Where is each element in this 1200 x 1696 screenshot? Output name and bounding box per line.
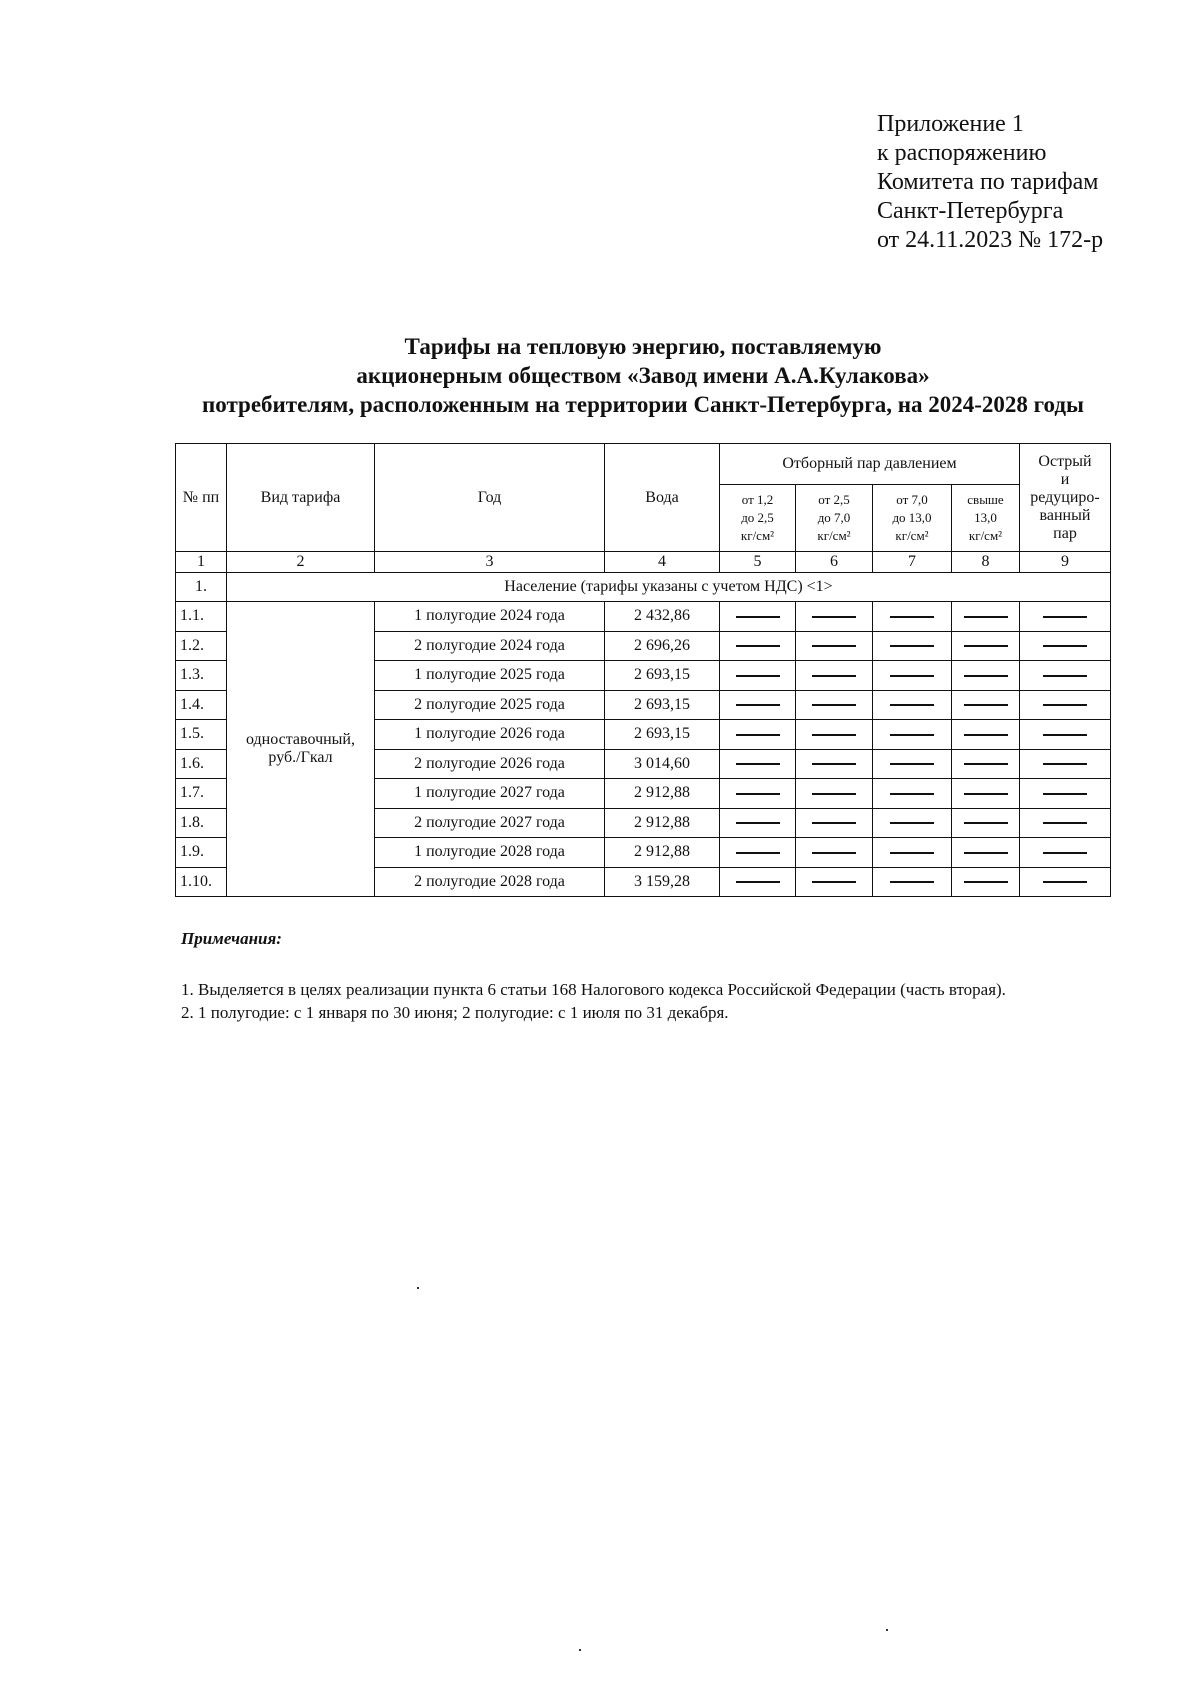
empty-tariff-cell — [1020, 779, 1111, 809]
empty-tariff-cell — [873, 690, 952, 720]
dash-mark — [736, 822, 780, 824]
column-index: 2 — [227, 552, 375, 573]
column-index: 7 — [873, 552, 952, 573]
steam-col-line: кг/см² — [817, 528, 851, 543]
empty-tariff-cell — [952, 749, 1020, 779]
table-row — [176, 602, 1111, 632]
empty-tariff-cell — [1020, 808, 1111, 838]
header-sharp-line: Острый — [1038, 452, 1092, 470]
appendix-line: Санкт-Петербурга — [877, 198, 1064, 224]
dash-mark — [736, 852, 780, 854]
dash-mark — [964, 704, 1008, 706]
table-body — [176, 602, 1111, 897]
empty-tariff-cell — [720, 631, 796, 661]
row-water-tariff: 2 693,15 — [605, 690, 720, 720]
steam-col-line: кг/см² — [968, 528, 1003, 543]
dash-mark — [812, 645, 856, 647]
document-title — [160, 332, 1126, 419]
empty-tariff-cell — [952, 661, 1020, 691]
empty-tariff-cell — [796, 661, 873, 691]
row-year: 1 полугодие 2027 года — [375, 779, 605, 809]
row-num: 1.7. — [176, 779, 227, 809]
appendix-block — [877, 110, 1103, 255]
empty-tariff-cell — [720, 602, 796, 632]
row-water-tariff: 3 159,28 — [605, 867, 720, 897]
dash-mark — [812, 704, 856, 706]
dash-mark — [1043, 822, 1087, 824]
empty-tariff-cell — [796, 631, 873, 661]
empty-tariff-cell — [952, 838, 1020, 868]
header-sharp-line: и — [1060, 470, 1070, 488]
tariff-type-line: одноставочный, — [246, 731, 355, 748]
dash-mark — [890, 616, 934, 618]
dash-mark — [964, 881, 1008, 883]
dash-mark — [890, 734, 934, 736]
row-year: 2 полугодие 2024 года — [375, 631, 605, 661]
dash-mark — [964, 734, 1008, 736]
row-water-tariff: 2 912,88 — [605, 779, 720, 809]
dash-mark — [890, 822, 934, 824]
header-num: № пп — [176, 444, 227, 552]
empty-tariff-cell — [873, 720, 952, 750]
empty-tariff-cell — [952, 631, 1020, 661]
title-line: Тарифы на тепловую энергию, поставляемую — [404, 334, 882, 359]
empty-tariff-cell — [720, 867, 796, 897]
dash-mark — [1043, 704, 1087, 706]
row-water-tariff: 3 014,60 — [605, 749, 720, 779]
scan-speck — [417, 1287, 419, 1289]
empty-tariff-cell — [796, 779, 873, 809]
dash-mark — [890, 675, 934, 677]
column-index: 8 — [952, 552, 1020, 573]
row-num: 1.5. — [176, 720, 227, 750]
empty-tariff-cell — [720, 720, 796, 750]
row-water-tariff: 2 432,86 — [605, 602, 720, 632]
dash-mark — [1043, 793, 1087, 795]
steam-col-line: до 2,5 — [741, 510, 774, 525]
title-line: акционерным обществом «Завод имени А.А.Кулакова» — [356, 363, 930, 388]
notes-block — [181, 978, 1121, 1024]
steam-col-line: 13,0 — [974, 510, 997, 525]
dash-mark — [1043, 763, 1087, 765]
empty-tariff-cell — [1020, 867, 1111, 897]
row-water-tariff: 2 912,88 — [605, 808, 720, 838]
empty-tariff-cell — [952, 690, 1020, 720]
empty-tariff-cell — [1020, 720, 1111, 750]
column-index: 1 — [176, 552, 227, 573]
scan-speck — [579, 1649, 581, 1651]
appendix-line: Комитета по тарифам — [877, 169, 1099, 195]
dash-mark — [736, 793, 780, 795]
row-water-tariff: 2 696,26 — [605, 631, 720, 661]
dash-mark — [812, 881, 856, 883]
column-index-row — [176, 552, 1111, 573]
empty-tariff-cell — [720, 838, 796, 868]
dash-mark — [736, 616, 780, 618]
dash-mark — [736, 763, 780, 765]
header-water: Вода — [605, 444, 720, 552]
row-year: 1 полугодие 2026 года — [375, 720, 605, 750]
row-year: 1 полугодие 2028 года — [375, 838, 605, 868]
steam-col-line: от 7,0 — [896, 492, 928, 507]
header-steam-above-13 — [952, 485, 1020, 552]
dash-mark — [890, 881, 934, 883]
empty-tariff-cell — [952, 867, 1020, 897]
dash-mark — [812, 616, 856, 618]
empty-tariff-cell — [1020, 838, 1111, 868]
steam-col-line: до 7,0 — [817, 510, 851, 525]
empty-tariff-cell — [873, 779, 952, 809]
row-num: 1.9. — [176, 838, 227, 868]
dash-mark — [964, 793, 1008, 795]
steam-col-line: свыше — [967, 492, 1004, 507]
steam-col-line: до 13,0 — [892, 510, 932, 525]
header-sharp-steam — [1020, 444, 1111, 552]
empty-tariff-cell — [952, 602, 1020, 632]
header-sharp-line: редуциро- — [1030, 488, 1100, 506]
steam-col-line: кг/см² — [895, 528, 929, 543]
column-index: 3 — [375, 552, 605, 573]
header-tariff-type: Вид тарифа — [227, 444, 375, 552]
empty-tariff-cell — [720, 690, 796, 720]
dash-mark — [1043, 852, 1087, 854]
dash-mark — [812, 793, 856, 795]
dash-mark — [812, 822, 856, 824]
group-row — [176, 573, 1111, 602]
row-num: 1.3. — [176, 661, 227, 691]
header-sharp-line: ванный — [1039, 506, 1091, 524]
appendix-line: Приложение 1 — [877, 111, 1024, 137]
row-water-tariff: 2 912,88 — [605, 838, 720, 868]
empty-tariff-cell — [952, 808, 1020, 838]
empty-tariff-cell — [873, 661, 952, 691]
row-year: 1 полугодие 2024 года — [375, 602, 605, 632]
header-row — [176, 444, 1111, 485]
row-year: 2 полугодие 2027 года — [375, 808, 605, 838]
empty-tariff-cell — [1020, 661, 1111, 691]
empty-tariff-cell — [720, 808, 796, 838]
row-num: 1.6. — [176, 749, 227, 779]
row-year: 2 полугодие 2025 года — [375, 690, 605, 720]
group-num: 1. — [176, 573, 227, 602]
dash-mark — [1043, 616, 1087, 618]
empty-tariff-cell — [873, 602, 952, 632]
tariff-type-line: руб./Гкал — [268, 749, 333, 766]
empty-tariff-cell — [796, 690, 873, 720]
dash-mark — [812, 763, 856, 765]
notes-title: Примечания: — [181, 929, 282, 948]
dash-mark — [964, 852, 1008, 854]
title-line: потребителям, расположенным на территории Санкт-Петербурга, на 2024-2028 годы — [202, 392, 1084, 417]
empty-tariff-cell — [796, 720, 873, 750]
empty-tariff-cell — [873, 631, 952, 661]
tariff-type-cell — [227, 602, 375, 897]
appendix-line: к распоряжению — [877, 140, 1047, 166]
column-index: 9 — [1020, 552, 1111, 573]
row-year: 1 полугодие 2025 года — [375, 661, 605, 691]
row-num: 1.1. — [176, 602, 227, 632]
dash-mark — [964, 822, 1008, 824]
empty-tariff-cell — [796, 602, 873, 632]
dash-mark — [812, 734, 856, 736]
dash-mark — [812, 852, 856, 854]
dash-mark — [1043, 734, 1087, 736]
empty-tariff-cell — [873, 808, 952, 838]
dash-mark — [964, 645, 1008, 647]
empty-tariff-cell — [873, 867, 952, 897]
header-steam-group: Отборный пар давлением — [720, 444, 1020, 485]
row-year: 2 полугодие 2028 года — [375, 867, 605, 897]
dash-mark — [890, 852, 934, 854]
row-num: 1.10. — [176, 867, 227, 897]
empty-tariff-cell — [720, 749, 796, 779]
note-item: 2. 1 полугодие: с 1 января по 30 июня; 2 полугодие: с 1 июля по 31 декабря. — [181, 1003, 729, 1022]
dash-mark — [964, 675, 1008, 677]
row-water-tariff: 2 693,15 — [605, 720, 720, 750]
row-num: 1.2. — [176, 631, 227, 661]
empty-tariff-cell — [873, 749, 952, 779]
dash-mark — [1043, 675, 1087, 677]
dash-mark — [890, 704, 934, 706]
header-steam-1-2.5 — [720, 485, 796, 552]
row-year: 2 полугодие 2026 года — [375, 749, 605, 779]
dash-mark — [890, 645, 934, 647]
row-water-tariff: 2 693,15 — [605, 661, 720, 691]
column-index: 4 — [605, 552, 720, 573]
empty-tariff-cell — [796, 867, 873, 897]
dash-mark — [736, 704, 780, 706]
empty-tariff-cell — [1020, 631, 1111, 661]
steam-col-line: кг/см² — [740, 528, 775, 543]
dash-mark — [1043, 881, 1087, 883]
header-steam-2.5-7 — [796, 485, 873, 552]
column-index: 5 — [720, 552, 796, 573]
header-sharp-line: пар — [1053, 524, 1077, 542]
dash-mark — [736, 675, 780, 677]
dash-mark — [812, 675, 856, 677]
header-year: Год — [375, 444, 605, 552]
steam-col-line: от 1,2 — [741, 492, 774, 507]
dash-mark — [736, 734, 780, 736]
dash-mark — [1043, 645, 1087, 647]
empty-tariff-cell — [720, 661, 796, 691]
empty-tariff-cell — [796, 808, 873, 838]
appendix-line: от 24.11.2023 № 172-р — [877, 227, 1104, 253]
empty-tariff-cell — [1020, 749, 1111, 779]
row-num: 1.8. — [176, 808, 227, 838]
empty-tariff-cell — [952, 720, 1020, 750]
group-label: Население (тарифы указаны с учетом НДС) <1> — [227, 573, 1111, 602]
steam-col-line: от 2,5 — [818, 492, 850, 507]
note-item: 1. Выделяется в целях реализации пункта 6 статьи 168 Налогового кодекса Российской Федерации (часть вторая). — [181, 980, 1006, 999]
empty-tariff-cell — [720, 779, 796, 809]
column-index: 6 — [796, 552, 873, 573]
dash-mark — [736, 645, 780, 647]
dash-mark — [964, 763, 1008, 765]
tariffs-table — [175, 443, 1111, 897]
empty-tariff-cell — [796, 838, 873, 868]
scan-speck — [886, 1629, 888, 1631]
header-steam-7-13 — [873, 485, 952, 552]
dash-mark — [890, 793, 934, 795]
empty-tariff-cell — [873, 838, 952, 868]
row-num: 1.4. — [176, 690, 227, 720]
dash-mark — [890, 763, 934, 765]
dash-mark — [736, 881, 780, 883]
empty-tariff-cell — [952, 779, 1020, 809]
empty-tariff-cell — [1020, 602, 1111, 632]
dash-mark — [964, 616, 1008, 618]
empty-tariff-cell — [1020, 690, 1111, 720]
empty-tariff-cell — [796, 749, 873, 779]
